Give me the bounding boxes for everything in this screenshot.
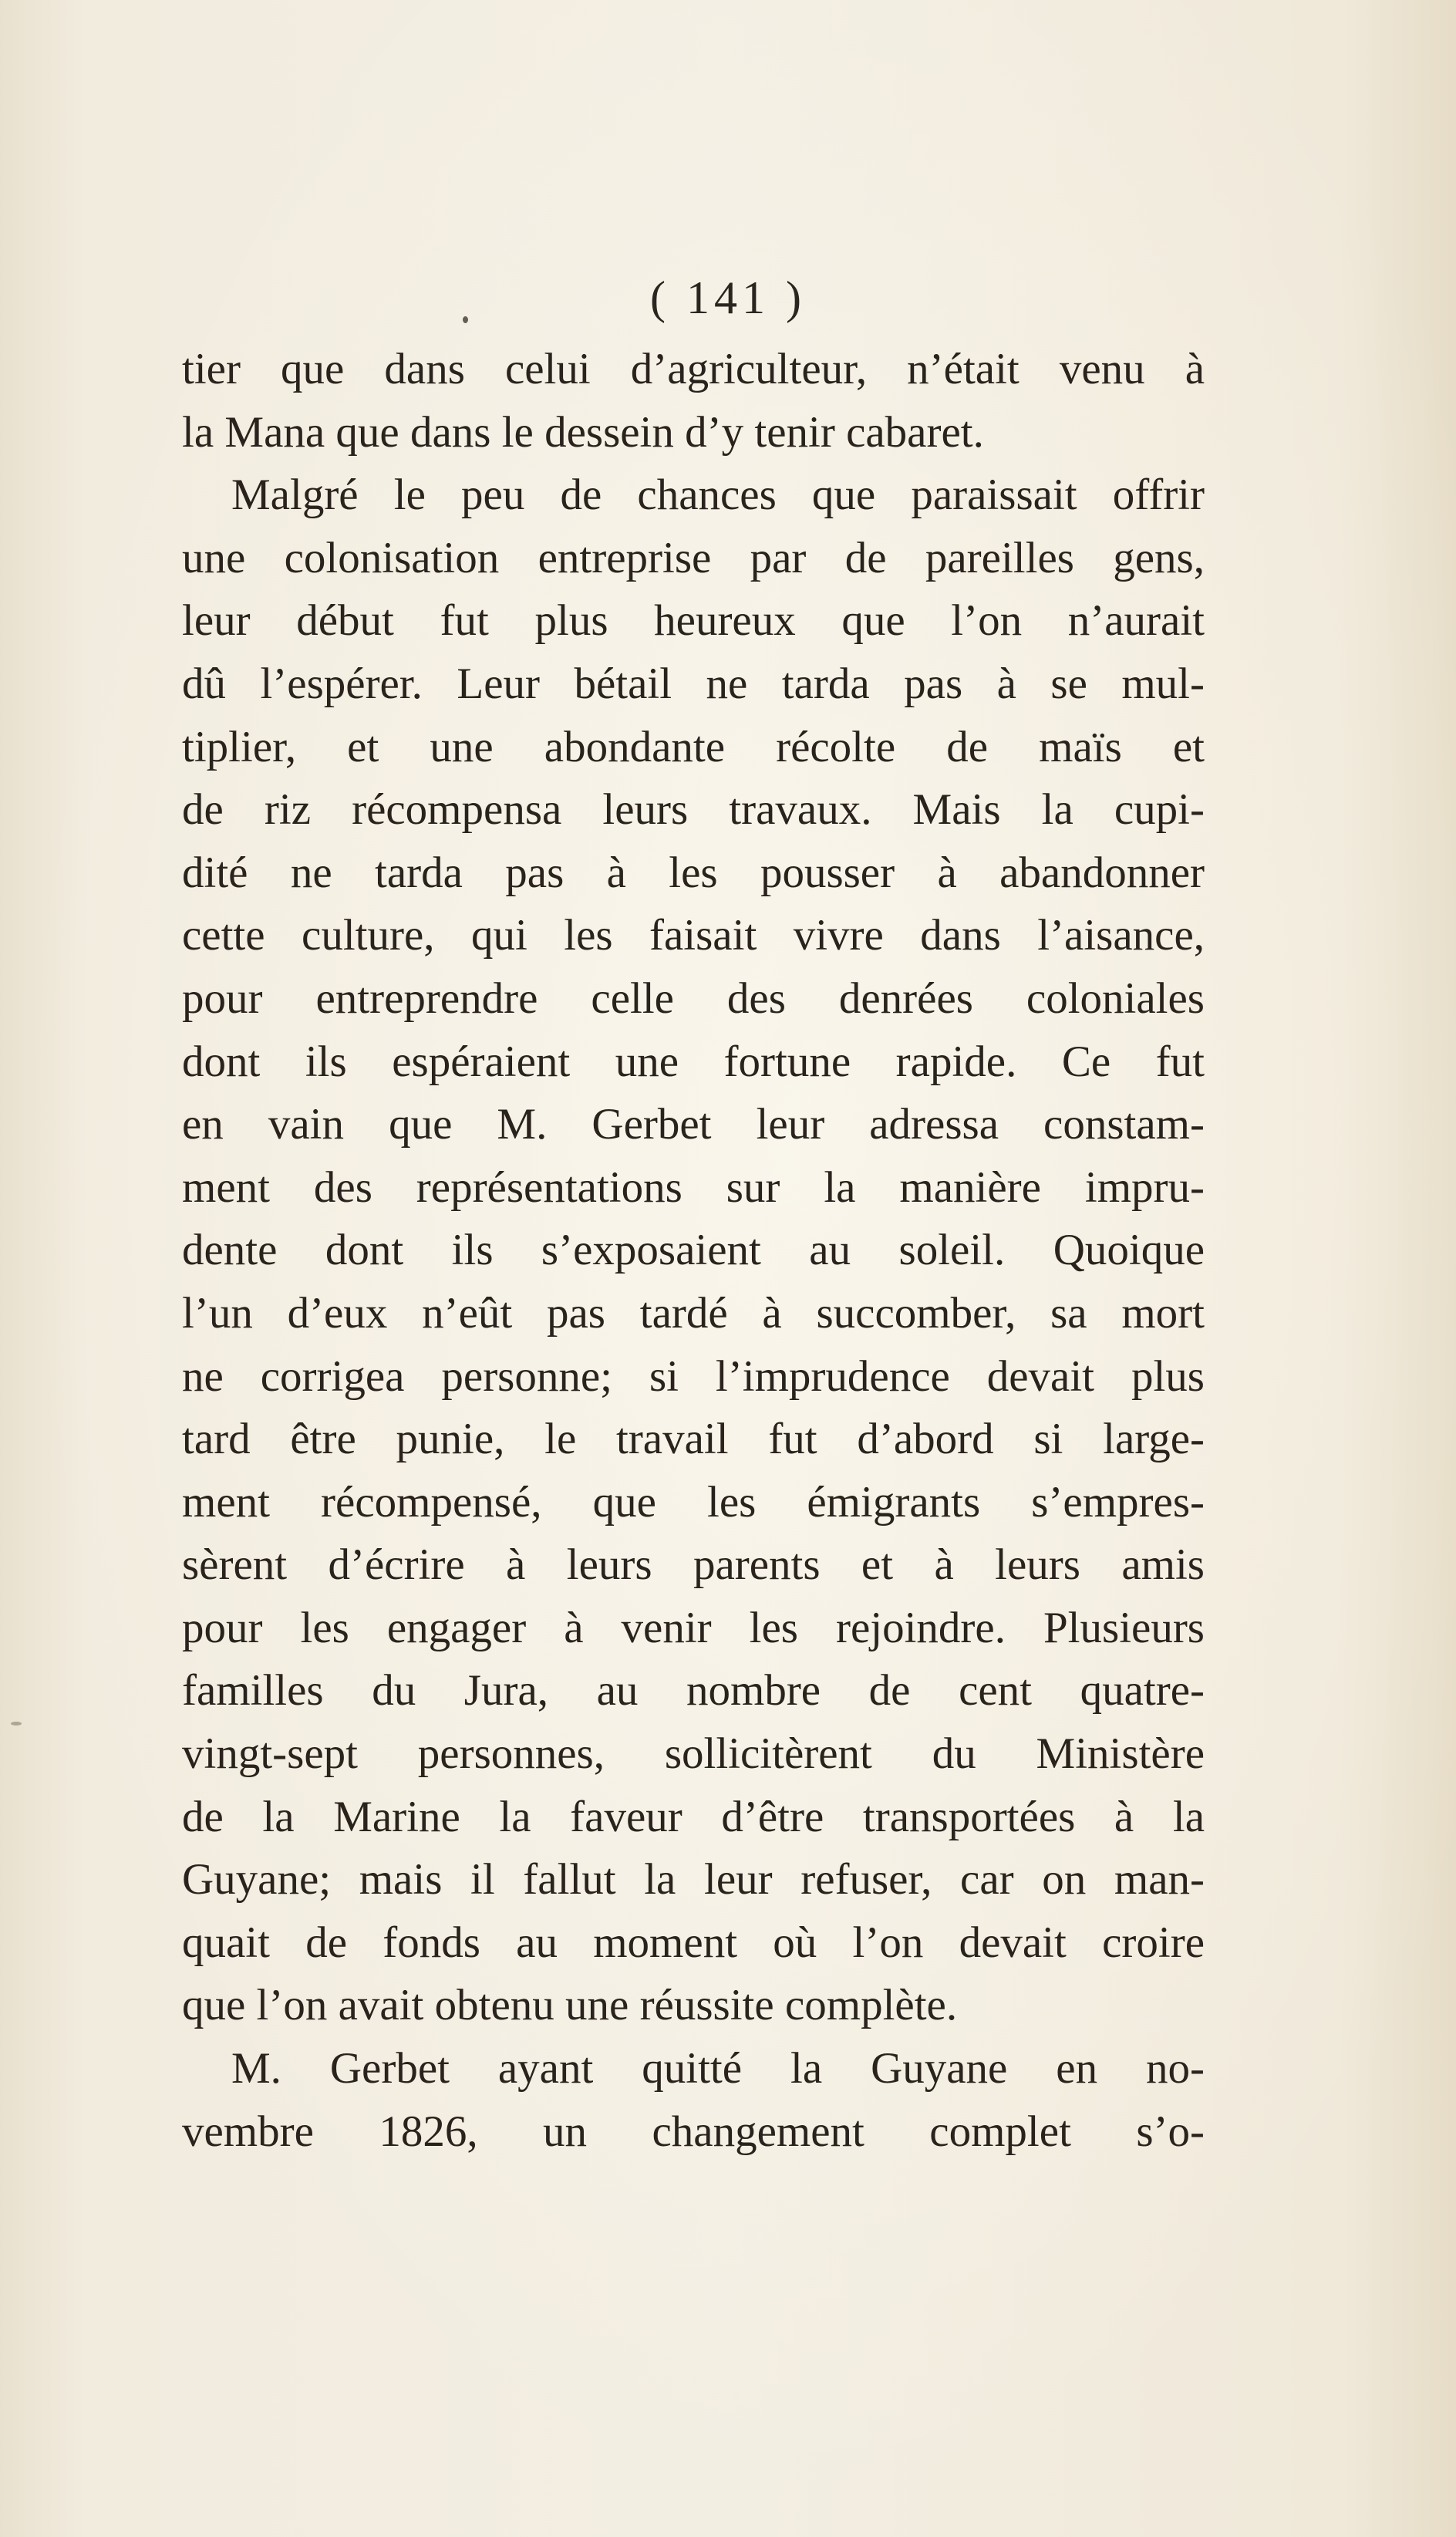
text-line: familles du Jura, au nombre de cent quatre- bbox=[182, 1666, 1205, 1716]
text-line: ment récompensé, que les émigrants s’empres- bbox=[182, 1477, 1205, 1527]
text-line: tier que dans celui d’agriculteur, n’était venu à bbox=[182, 345, 1205, 393]
text-line: cette culture, qui les faisait vivre dans l’aisance, bbox=[182, 911, 1205, 960]
text-line: une colonisation entreprise par de pareilles gens, bbox=[182, 533, 1205, 582]
text-line: dité ne tarda pas à les pousser à abandonner bbox=[182, 848, 1205, 897]
text-line: dû l’espérer. Leur bétail ne tarda pas à se mul- bbox=[182, 659, 1205, 708]
text-line: Guyane; mais il fallut la leur refuser, car on man- bbox=[182, 1855, 1205, 1904]
text-line: ment des représentations sur la manière impru- bbox=[182, 1162, 1205, 1212]
text-line: tard être punie, le travail fut d’abord si large- bbox=[182, 1415, 1205, 1464]
text-line: en vain que M. Gerbet leur adressa constam- bbox=[182, 1100, 1205, 1149]
text-line: vingt-sept personnes, sollicitèrent du Ministère bbox=[182, 1729, 1205, 1779]
text-line: sèrent d’écrire à leurs parents et à leurs amis bbox=[182, 1540, 1205, 1590]
body-text bbox=[182, 338, 1205, 2163]
text-line: que l’on avait obtenu une réussite complète. bbox=[182, 1981, 958, 2030]
text-line: ne corrigea personne; si l’imprudence devait plus bbox=[182, 1351, 1205, 1401]
text-line: pour entreprendre celle des denrées coloniales bbox=[182, 973, 1205, 1023]
text-line: vembre 1826, un changement complet s’o- bbox=[182, 2107, 1205, 2156]
page-number: ( 141 ) bbox=[650, 272, 806, 323]
text-line: l’un d’eux n’eût pas tardé à succomber, sa mort bbox=[182, 1288, 1205, 1338]
paper-speck bbox=[11, 1722, 22, 1726]
text-line: pour les engager à venir les rejoindre. Plusieurs bbox=[182, 1603, 1205, 1652]
text-line: de la Marine la faveur d’être transportées à la bbox=[182, 1792, 1205, 1841]
text-line: tiplier, et une abondante récolte de maïs et bbox=[182, 722, 1205, 771]
text-line: Malgré le peu de chances que paraissait offrir bbox=[231, 471, 1205, 520]
text-line: quait de fonds au moment où l’on devait croire bbox=[182, 1918, 1205, 1967]
text-line: de riz récompensa leurs travaux. Mais la cupi- bbox=[182, 785, 1205, 835]
text-line: dente dont ils s’exposaient au soleil. Quoique bbox=[182, 1226, 1205, 1275]
text-line: la Mana que dans le dessein d’y tenir cabaret. bbox=[182, 407, 984, 457]
text-line: leur début fut plus heureux que l’on n’aurait bbox=[182, 596, 1205, 646]
text-line: dont ils espéraient une fortune rapide. Ce fut bbox=[182, 1037, 1205, 1086]
text-line: M. Gerbet ayant quitté la Guyane en no- bbox=[231, 2044, 1205, 2093]
